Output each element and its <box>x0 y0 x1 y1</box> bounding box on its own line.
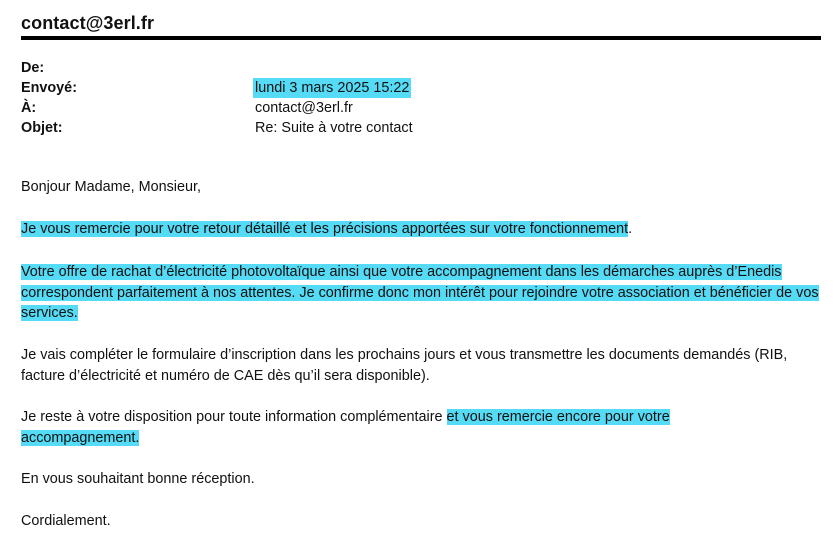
highlighted-text: et vous remercie encore pour votre accompagnement. <box>21 409 670 446</box>
paragraph-thanks <box>21 219 821 240</box>
sent-label: Envoyé: <box>21 80 77 96</box>
highlighted-text: Je vous remercie pour votre retour détaillé et les précisions apportées sur votre fonctionnement <box>21 221 629 237</box>
mailbox-title: contact@3erl.fr <box>21 13 155 33</box>
highlighted-text: Votre offre de rachat d’électricité photovoltaïque ainsi que votre accompagnement dans les démarches auprès d’Enedis correspondent parfaitement à nos attentes. Je confirme donc mon intérêt pour rejoindre votre association et bénéficier de vos services. <box>21 264 819 321</box>
paragraph-end: . <box>628 221 633 237</box>
paragraph-wishes: En vous souhaitant bonne réception. <box>21 471 255 487</box>
paragraph-offer <box>21 262 821 324</box>
paragraph-availability <box>21 407 741 448</box>
subject-value: Re: Suite à votre contact <box>255 120 413 136</box>
greeting: Bonjour Madame, Monsieur, <box>21 179 201 195</box>
to-value: contact@3erl.fr <box>255 100 353 116</box>
paragraph-registration: Je vais compléter le formulaire d’inscription dans les prochains jours et vous transmettre les documents demandés (RIB, facture d’électricité et numéro de CAE dès qu’il sera disponible). <box>21 347 788 384</box>
from-label: De: <box>21 60 45 76</box>
to-label: À: <box>21 100 37 116</box>
plain-text: Je reste à votre disposition pour toute information complémentaire <box>21 409 447 425</box>
sent-value: lundi 3 mars 2025 15:22 <box>255 80 410 96</box>
subject-label: Objet: <box>21 120 63 136</box>
title-divider <box>21 36 821 40</box>
closing: Cordialement. <box>21 513 111 529</box>
